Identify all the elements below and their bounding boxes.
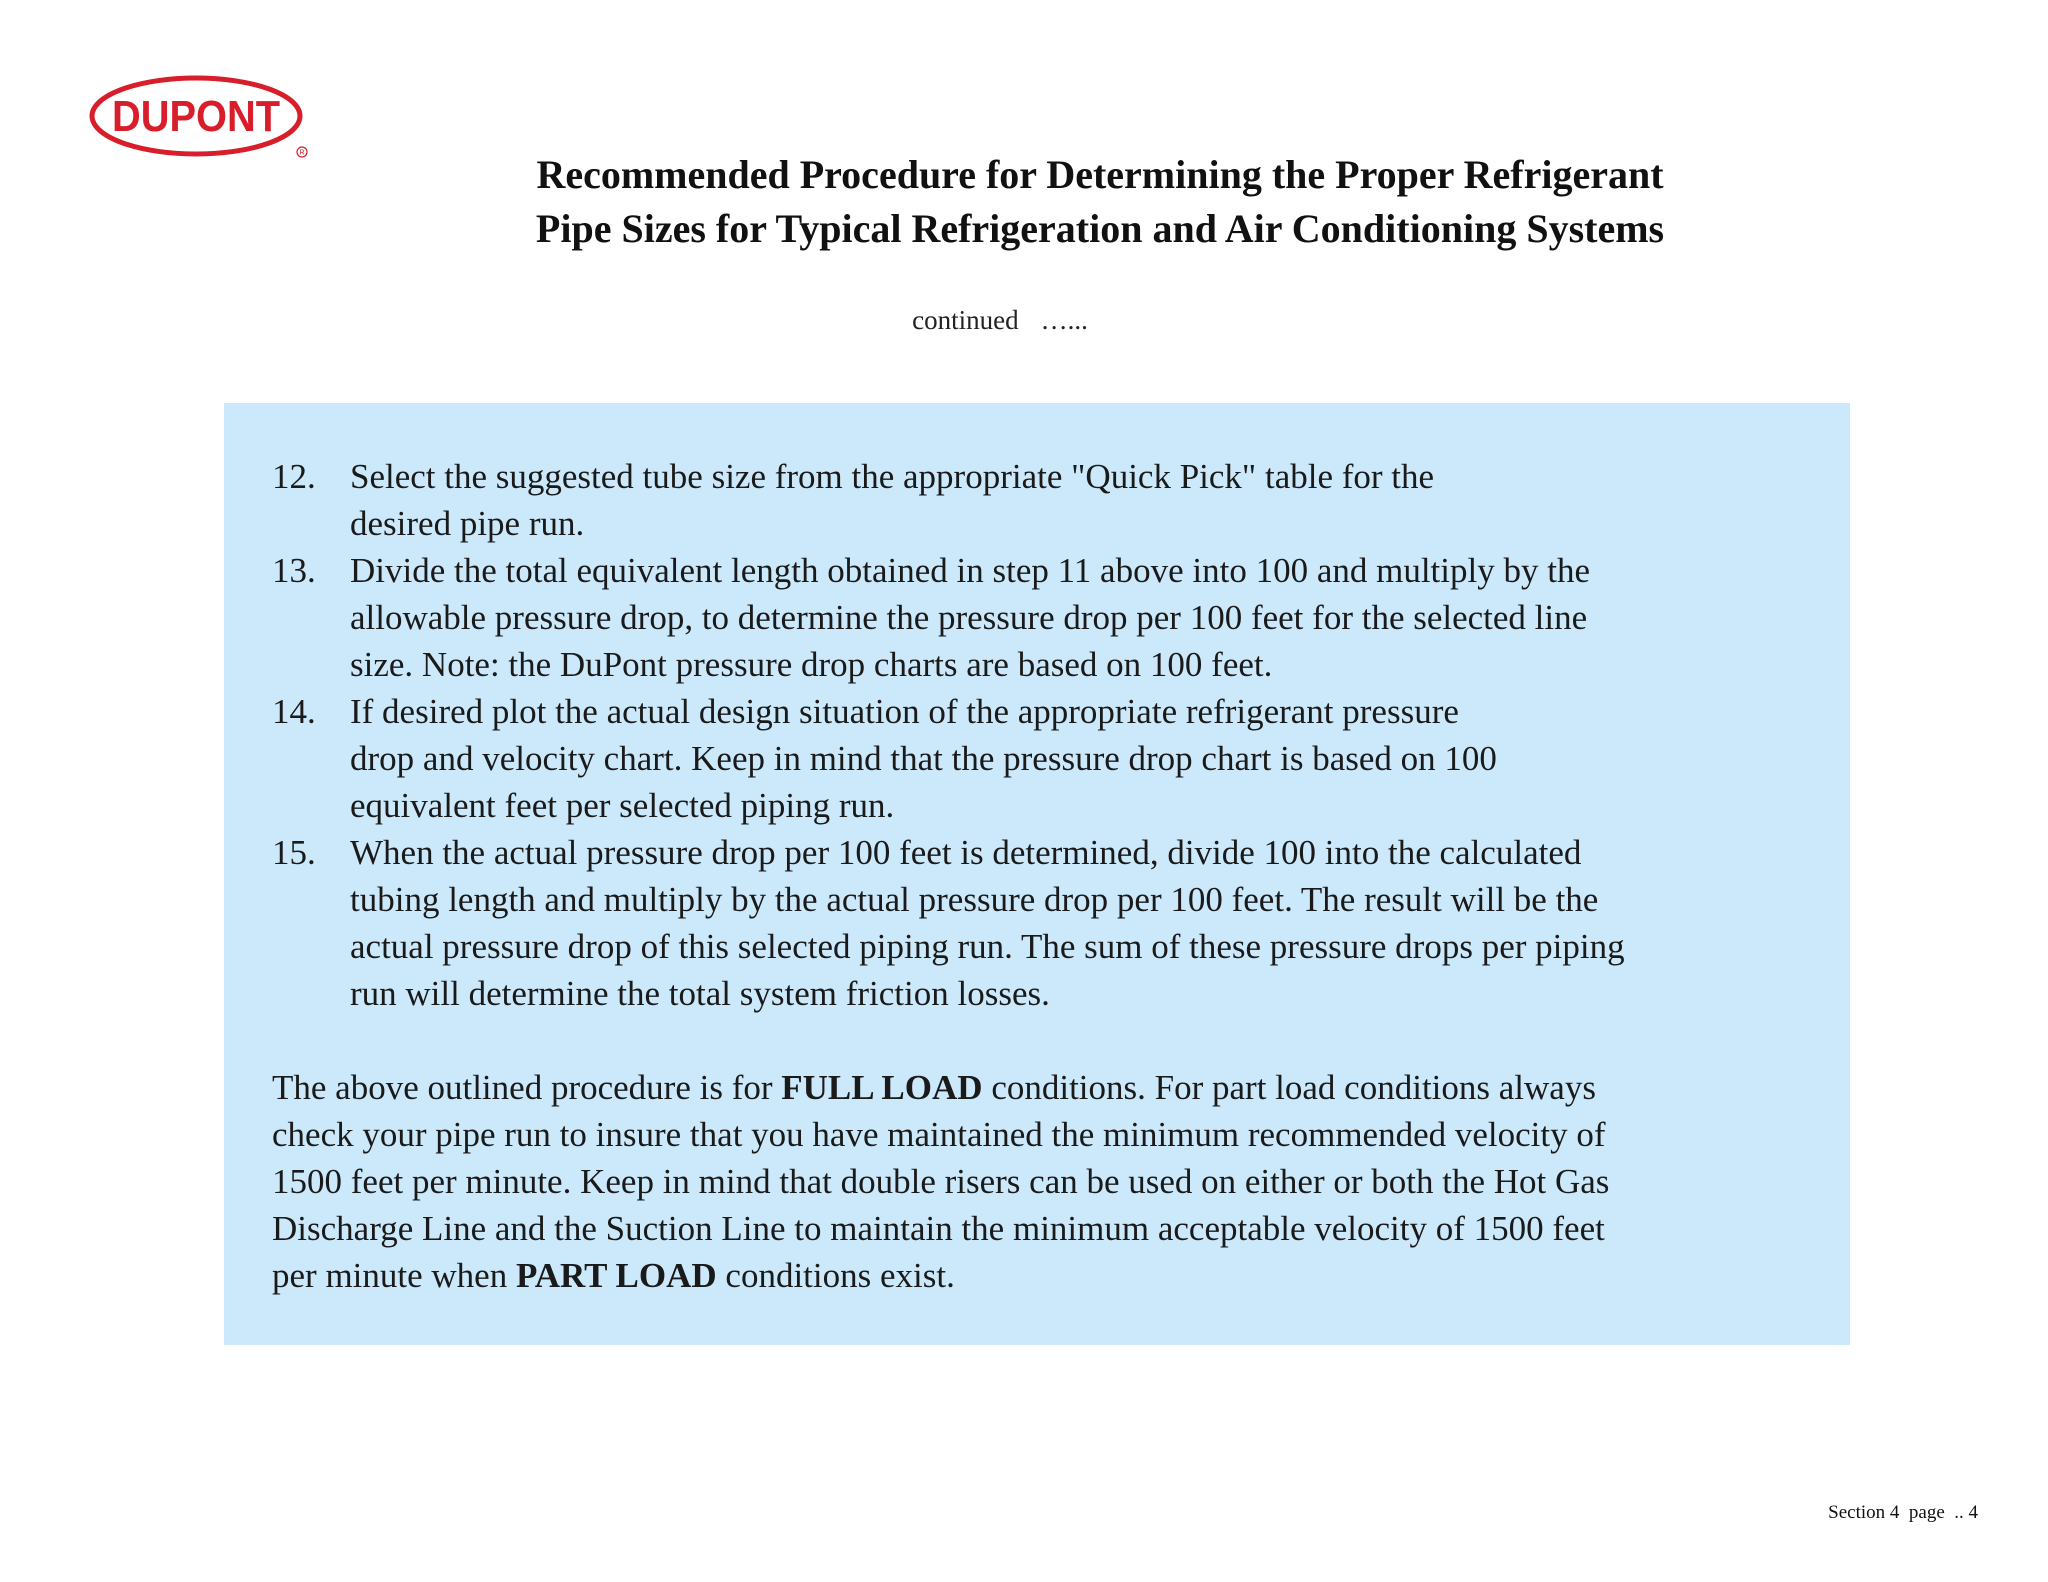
logo-text: DUPONT bbox=[112, 92, 281, 141]
step-number: 15. bbox=[272, 833, 316, 872]
step-text: If desired plot the actual design situation of the appropriate refrigerant pressure drop and velocity chart. Keep in mind that the pressure drop chart is based on 100 equivalent feet per selected piping run. bbox=[350, 692, 1497, 825]
closing-text-1: The above outlined procedure is for bbox=[272, 1068, 782, 1107]
dupont-logo bbox=[88, 74, 314, 162]
step-text: Divide the total equivalent length obtained in step 11 above into 100 and multiply by the allowable pressure drop, to determine the pressure drop per 100 feet for the selected line size. Note: the DuPont pressure drop charts are based on 100 feet. bbox=[350, 551, 1590, 684]
title-line-2: Pipe Sizes for Typical Refrigeration and Air Conditioning Systems bbox=[535, 206, 1665, 251]
full-load-emphasis: FULL LOAD bbox=[781, 1068, 983, 1107]
step-number: 14. bbox=[272, 692, 316, 731]
continued-word: continued bbox=[912, 305, 1019, 335]
part-load-emphasis: PART LOAD bbox=[515, 1256, 717, 1295]
step-text: Select the suggested tube size from the appropriate "Quick Pick" table for the desired pipe run. bbox=[350, 457, 1435, 543]
content-panel bbox=[224, 403, 1850, 1345]
step-number: 12. bbox=[272, 457, 316, 496]
step-14 bbox=[272, 688, 1810, 829]
step-15 bbox=[272, 829, 1810, 1017]
step-text: When the actual pressure drop per 100 feet is determined, divide 100 into the calculated tubing length and multiply by the actual pressure drop per 100 feet. The result will be the actual pressure drop of this selected piping run. The sum of these pressure drops per piping run will determine the total system friction losses. bbox=[350, 833, 1625, 1013]
continued-label bbox=[600, 302, 1400, 338]
closing-text-3: conditions exist. bbox=[725, 1256, 955, 1295]
closing-paragraph bbox=[272, 1064, 1810, 1299]
page-footer: Section 4 page .. 4 bbox=[1828, 1502, 1978, 1523]
page-title bbox=[300, 148, 1900, 256]
step-12 bbox=[272, 453, 1810, 547]
continued-ellipsis: …... bbox=[1040, 305, 1088, 335]
step-number: 13. bbox=[272, 551, 316, 590]
procedure-steps bbox=[272, 453, 1810, 1017]
svg-text:R: R bbox=[299, 149, 305, 157]
step-13 bbox=[272, 547, 1810, 688]
title-line-1: Recommended Procedure for Determining the Proper Refrigerant bbox=[536, 152, 1664, 197]
closing-text-2: conditions. For part load conditions always check your pipe run to insure that you have maintained the minimum recommended velocity of 1500 feet per minute. Keep in mind that double risers can be used on either or both the Hot Gas Discharge Line and the Suction Line to maintain the minimum acceptable velocity of 1500 feet per minute when bbox=[272, 1068, 1610, 1295]
